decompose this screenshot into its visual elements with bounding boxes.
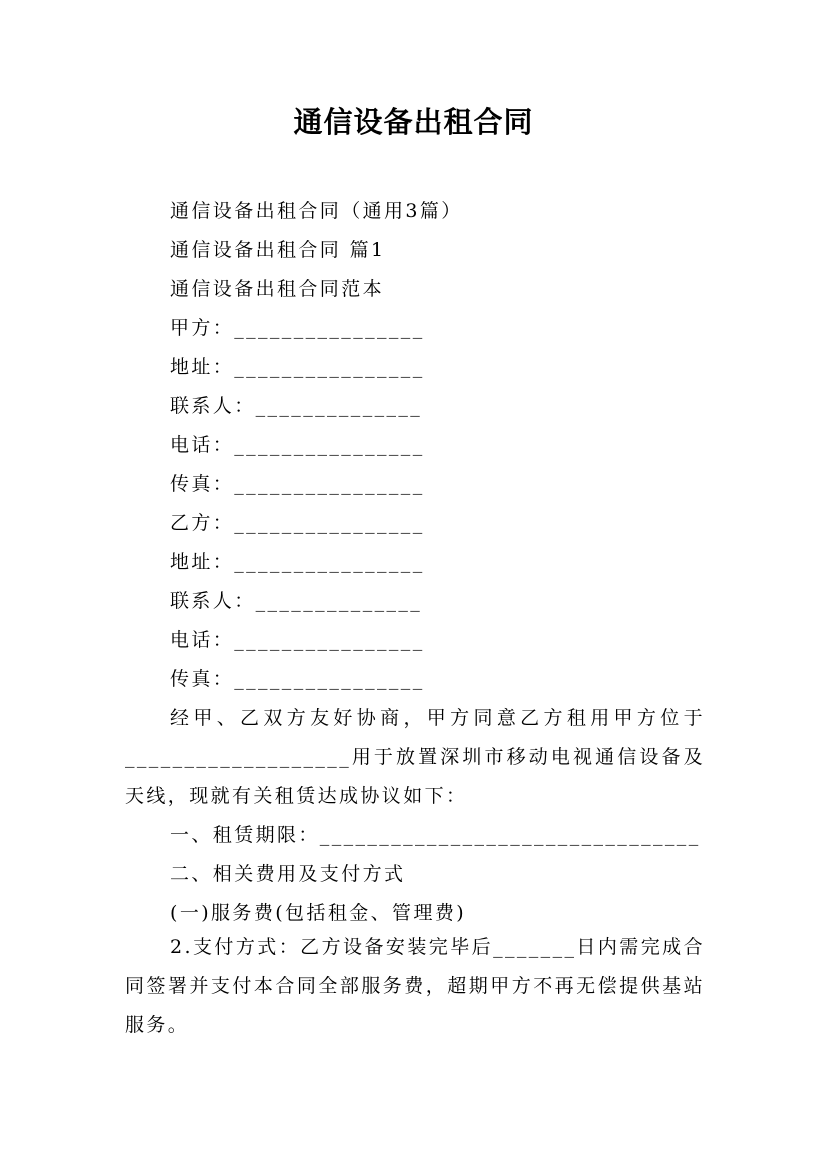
section-heading: 通信设备出租合同 篇1 [170,239,386,261]
party-a-fax-field: 传真：________________ [170,473,425,495]
template-heading: 通信设备出租合同范本 [170,278,385,300]
fees-heading: 二、相关费用及支付方式 [170,863,406,885]
lease-term-clause: 一、租赁期限：________________________________ [170,824,701,846]
party-b-fax-field: 传真：________________ [170,668,425,690]
document-title: 通信设备出租合同 [293,105,534,139]
party-b-phone-field: 电话：________________ [170,629,425,651]
party-a-phone-field: 电话：________________ [170,434,425,456]
agreement-paragraph: 经甲、乙双方友好协商，甲方同意乙方租用甲方位于___________________用于放置深圳市移动电视通信设备及天线，现就有关租赁达成协议如下： [125,707,705,807]
service-fee-clause: (一)服务费(包括租金、管理费) [170,902,467,924]
party-a-address-field: 地址：________________ [170,356,425,378]
party-a-contact-field: 联系人：______________ [170,395,423,417]
party-b-address-field: 地址：________________ [170,551,425,573]
party-b-field: 乙方：________________ [170,512,425,534]
party-a-field: 甲方：________________ [170,317,425,339]
subtitle-line: 通信设备出租合同（通用3篇） [170,200,463,222]
payment-method-paragraph: 2.支付方式：乙方设备安装完毕后_______日内需完成合同签署并支付本合同全部服务费，超期甲方不再无偿提供基站服务。 [125,936,705,1036]
party-b-contact-field: 联系人：______________ [170,590,423,612]
